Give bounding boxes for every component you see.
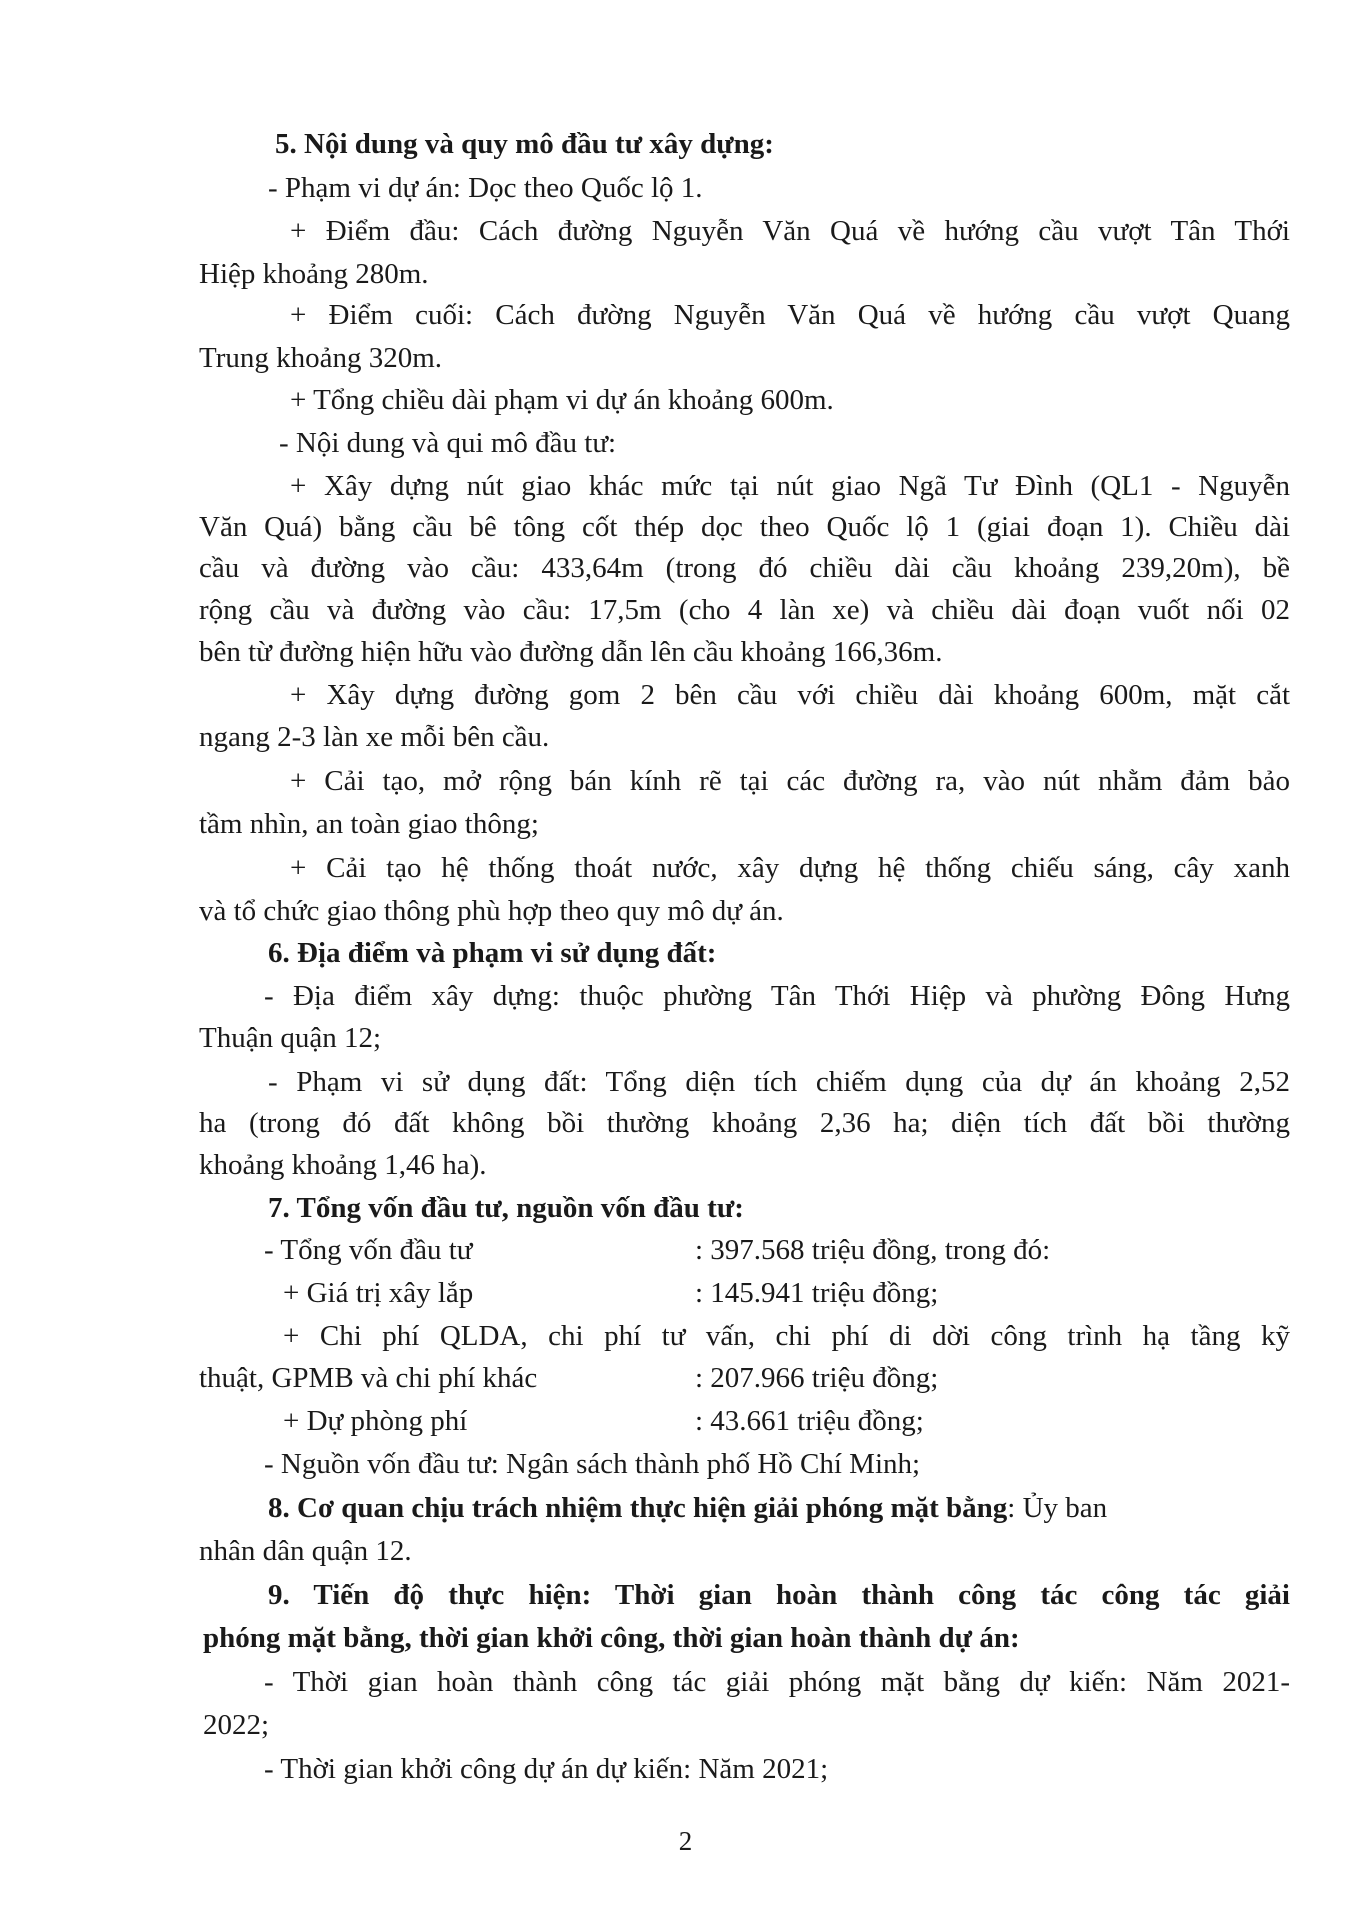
start-point-line-1: + Điểm đầu: Cách đường Nguyễn Văn Quá về hướng cầu vượt Tân Thới (290, 215, 1290, 247)
total-capital-label: - Tổng vốn đầu tư (264, 1234, 473, 1266)
other-costs-line-1: + Chi phí QLDA, chi phí tư vấn, chi phí di dời công trình hạ tầng kỹ (283, 1320, 1290, 1352)
section-8-agency: : Ủy ban (1007, 1492, 1108, 1524)
bullet-1-line-2: Văn Quá) bằng cầu bê tông cốt thép dọc theo Quốc lộ 1 (giai đoạn 1). Chiều dài (199, 511, 1290, 543)
other-costs-value: : 207.966 triệu đồng; (695, 1362, 939, 1394)
bullet-3-line-1: + Cải tạo, mở rộng bán kính rẽ tại các đường ra, vào nút nhằm đảm bảo (290, 765, 1290, 797)
end-point-line-1: + Điểm cuối: Cách đường Nguyễn Văn Quá về hướng cầu vượt Quang (290, 299, 1290, 331)
section-8-line-1 (268, 1490, 1107, 1526)
construction-value-label: + Giá trị xây lắp (283, 1277, 474, 1309)
bullet-4-line-1: + Cải tạo hệ thống thoát nước, xây dựng hệ thống chiếu sáng, cây xanh (290, 852, 1290, 884)
start-point-line-2: Hiệp khoảng 280m. (199, 258, 429, 290)
location-line-2: Thuận quận 12; (199, 1022, 382, 1054)
content-intro: - Nội dung và qui mô đầu tư: (279, 427, 617, 459)
section-8-heading: 8. Cơ quan chịu trách nhiệm thực hiện giải phóng mặt bằng (268, 1492, 1008, 1524)
section-9-heading-line-2: phóng mặt bằng, thời gian khởi công, thời gian hoàn thành dự án: (203, 1622, 1020, 1654)
end-point-line-2: Trung khoảng 320m. (199, 342, 443, 374)
section-5-heading: 5. Nội dung và quy mô đầu tư xây dựng: (275, 128, 774, 160)
other-costs-label: thuật, GPMB và chi phí khác (199, 1362, 538, 1394)
construction-value: : 145.941 triệu đồng; (695, 1277, 939, 1309)
page-number: 2 (678, 1826, 693, 1856)
start-time: - Thời gian khởi công dự án dự kiến: Năm 2021; (264, 1753, 829, 1785)
reserve-value: : 43.661 triệu đồng; (695, 1405, 924, 1437)
bullet-1-line-5: bên từ đường hiện hữu vào đường dẫn lên cầu khoảng 166,36m. (199, 636, 943, 668)
total-capital-value: : 397.568 triệu đồng, trong đó: (695, 1234, 1051, 1266)
section-9-heading-line-1: 9. Tiến độ thực hiện: Thời gian hoàn thành công tác công tác giải (268, 1579, 1290, 1611)
bullet-1-line-4: rộng cầu và đường vào cầu: 17,5m (cho 4 làn xe) và chiều dài đoạn vuốt nối 02 (199, 594, 1290, 626)
bullet-4-line-2: và tổ chức giao thông phù hợp theo quy mô dự án. (199, 895, 784, 927)
section-6-heading: 6. Địa điểm và phạm vi sử dụng đất: (268, 937, 717, 969)
reserve-label: + Dự phòng phí (283, 1405, 468, 1437)
location-line-1: - Địa điểm xây dựng: thuộc phường Tân Thới Hiệp và phường Đông Hưng (264, 980, 1290, 1012)
clearance-time-line-1: - Thời gian hoàn thành công tác giải phóng mặt bằng dự kiến: Năm 2021- (264, 1666, 1290, 1698)
bullet-1-line-1: + Xây dựng nút giao khác mức tại nút giao Ngã Tư Đình (QL1 - Nguyễn (290, 470, 1290, 502)
bullet-1-line-3: cầu và đường vào cầu: 433,64m (trong đó chiều dài cầu khoảng 239,20m), bề (199, 552, 1290, 584)
land-use-line-1: - Phạm vi sử dụng đất: Tổng diện tích chiếm dụng của dự án khoảng 2,52 (268, 1066, 1290, 1098)
land-use-line-2: ha (trong đó đất không bồi thường khoảng 2,36 ha; diện tích đất bồi thường (199, 1107, 1290, 1139)
capital-source: - Nguồn vốn đầu tư: Ngân sách thành phố Hồ Chí Minh; (264, 1448, 921, 1480)
bullet-2-line-2: ngang 2-3 làn xe mỗi bên cầu. (199, 721, 550, 753)
section-8-line-2: nhân dân quận 12. (199, 1535, 412, 1567)
total-length: + Tổng chiều dài phạm vi dự án khoảng 600m. (290, 384, 834, 416)
clearance-time-line-2: 2022; (203, 1709, 270, 1741)
land-use-line-3: khoảng khoảng 1,46 ha). (199, 1149, 487, 1181)
section-7-heading: 7. Tổng vốn đầu tư, nguồn vốn đầu tư: (268, 1192, 744, 1224)
bullet-3-line-2: tầm nhìn, an toàn giao thông; (199, 808, 539, 840)
scope-intro: - Phạm vi dự án: Dọc theo Quốc lộ 1. (268, 172, 703, 204)
bullet-2-line-1: + Xây dựng đường gom 2 bên cầu với chiều dài khoảng 600m, mặt cắt (290, 679, 1290, 711)
